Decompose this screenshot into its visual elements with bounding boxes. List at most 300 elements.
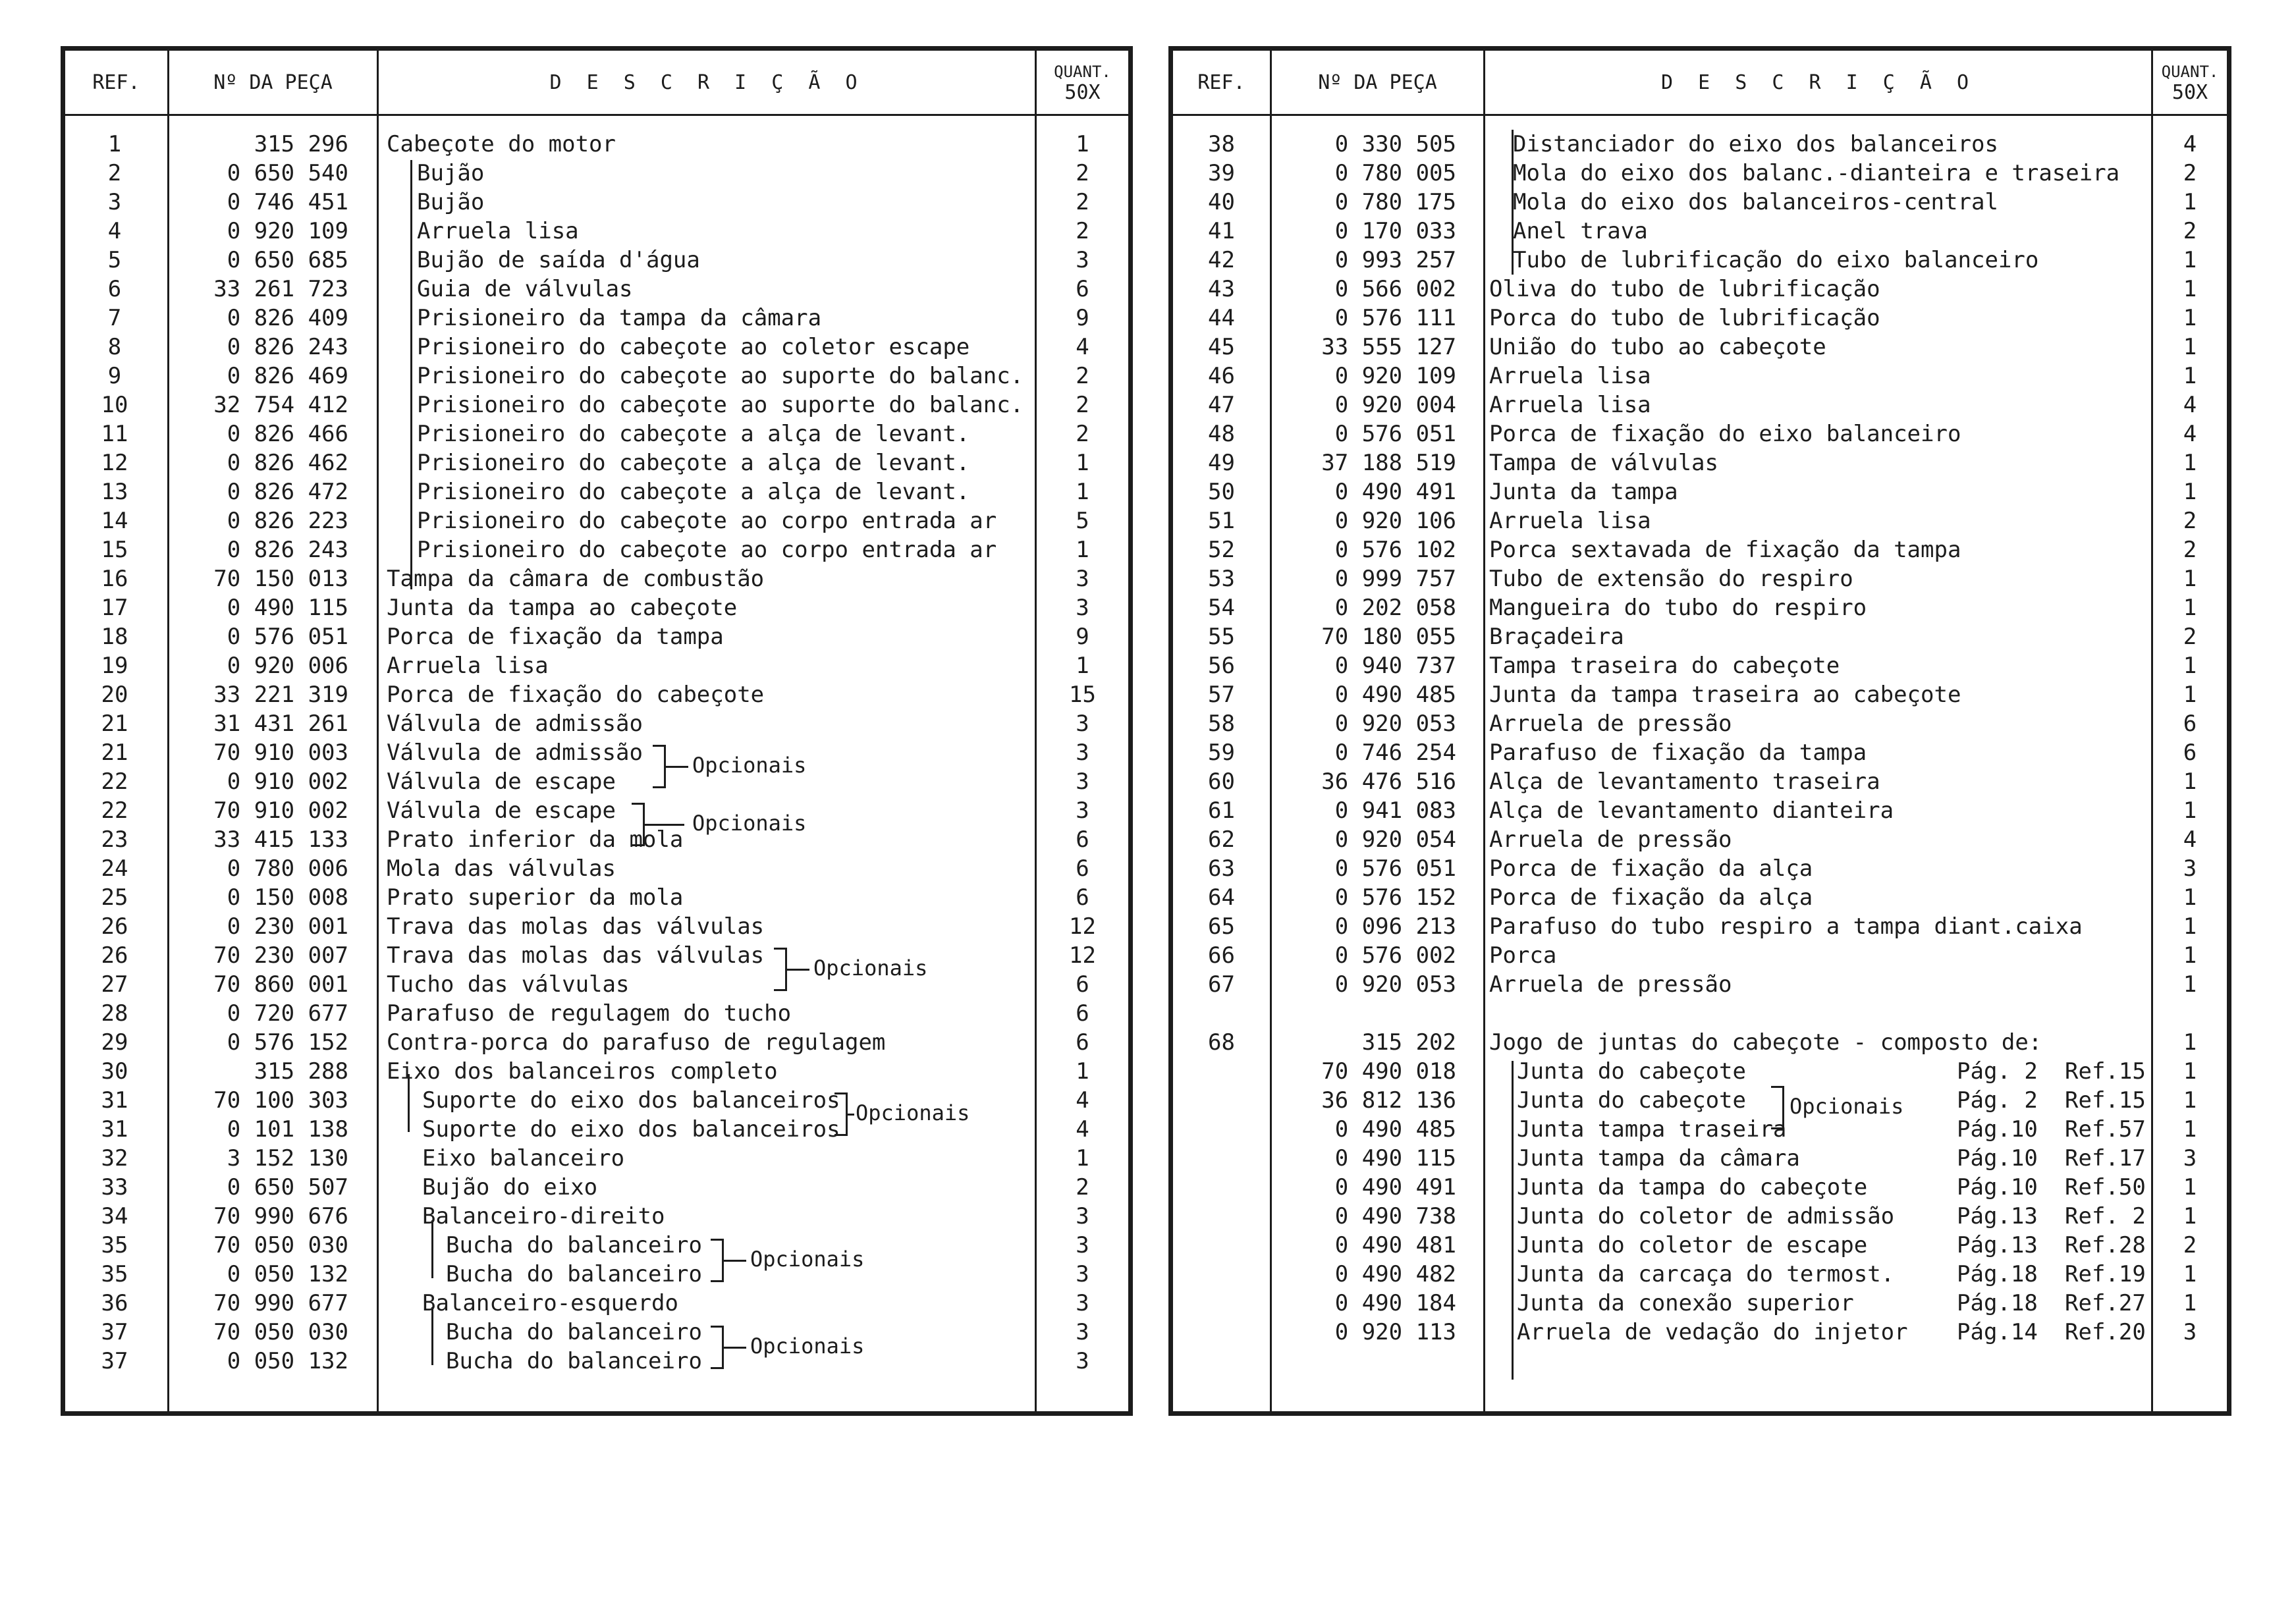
row-part-number: 31 431 261	[213, 711, 348, 737]
row-quantity: 1	[2183, 363, 2197, 389]
row-ref: 15	[101, 537, 128, 563]
row-part-number: 0 576 002	[1334, 942, 1456, 969]
row-quantity: 1	[2183, 913, 2197, 940]
row-quantity: 1	[2183, 1029, 2197, 1056]
row-description: Bucha do balanceiro	[446, 1232, 702, 1258]
row-quantity: 2	[1076, 421, 1089, 447]
row-ref: 45	[1208, 334, 1235, 360]
row-quantity: 2	[1076, 363, 1089, 389]
row-part-number: 70 860 001	[213, 971, 348, 998]
row-ref: 64	[1208, 884, 1235, 911]
optional-bracket	[711, 1239, 724, 1282]
row-ref: 42	[1208, 247, 1235, 273]
row-quantity: 3	[1076, 595, 1089, 621]
row-description: Tampa da câmara de combustão	[387, 566, 765, 592]
row-ref: 37	[101, 1348, 128, 1374]
table-row	[65, 217, 1128, 246]
row-part-number: 0 490 184	[1334, 1290, 1456, 1316]
row-quantity: 6	[1076, 826, 1089, 853]
table-row	[65, 825, 1128, 854]
row-quantity: 1	[2183, 682, 2197, 708]
kit-item-row	[1173, 1115, 2227, 1144]
row-description: Jogo de juntas do cabeçote - composto de:	[1489, 1029, 2042, 1056]
table-row	[1173, 912, 2227, 941]
row-part-number: 0 490 738	[1334, 1203, 1456, 1229]
row-ref: 38	[1208, 131, 1235, 157]
row-description: Cabeçote do motor	[387, 131, 616, 157]
table-row	[1173, 506, 2227, 535]
row-quantity: 1	[1076, 537, 1089, 563]
table-row	[1173, 970, 2227, 999]
table-row	[65, 709, 1128, 738]
table-row	[1173, 738, 2227, 767]
row-ref: 62	[1208, 826, 1235, 853]
row-quantity: 2	[2183, 537, 2197, 563]
row-part-number: 33 221 319	[213, 682, 348, 708]
table-row	[65, 477, 1128, 506]
row-part-number: 0 490 491	[1334, 1174, 1456, 1200]
row-quantity: 2	[2183, 160, 2197, 186]
row-ref: 18	[101, 624, 128, 650]
table-row	[1173, 246, 2227, 275]
row-quantity: 1	[2183, 1087, 2197, 1114]
row-quantity: 3	[1076, 1261, 1089, 1287]
optional-bracket	[711, 1326, 724, 1369]
row-description: Junta do coletor de admissão	[1517, 1203, 1895, 1229]
row-description: Bucha do balanceiro	[446, 1319, 702, 1345]
table-row	[65, 883, 1128, 912]
row-ref: 51	[1208, 508, 1235, 534]
row-ref: 41	[1208, 218, 1235, 244]
row-part-number: 70 910 002	[213, 797, 348, 824]
row-quantity: 4	[1076, 1116, 1089, 1143]
optional-label: Opcionais	[692, 811, 807, 836]
row-ref: 7	[107, 305, 122, 331]
row-ref-reference: Ref.20	[2065, 1319, 2146, 1345]
optional-bracket	[653, 745, 666, 788]
row-part-number: 0 920 054	[1334, 826, 1456, 853]
optional-bracket	[632, 803, 645, 846]
table-row	[65, 333, 1128, 362]
table-row	[1173, 391, 2227, 419]
row-ref: 5	[107, 247, 122, 273]
row-quantity: 3	[1076, 1232, 1089, 1258]
row-part-number: 70 230 007	[213, 942, 348, 969]
row-description: Contra-porca do parafuso de regulagem	[387, 1029, 886, 1056]
row-description: Trava das molas das válvulas	[387, 913, 765, 940]
row-quantity: 1	[2183, 247, 2197, 273]
row-quantity: 1	[2183, 479, 2197, 505]
row-ref: 54	[1208, 595, 1235, 621]
row-part-number: 70 180 055	[1321, 624, 1456, 650]
row-ref: 35	[101, 1232, 128, 1258]
group-bar	[431, 1220, 433, 1278]
row-ref-reference: Ref.57	[2065, 1116, 2146, 1143]
row-quantity: 3	[2183, 855, 2197, 882]
row-ref: 44	[1208, 305, 1235, 331]
row-description: Arruela lisa	[387, 653, 549, 679]
optional-label: Opcionais	[813, 956, 928, 981]
row-description: Alça de levantamento traseira	[1489, 769, 1880, 795]
row-ref: 3	[107, 189, 122, 215]
row-ref: 57	[1208, 682, 1235, 708]
row-ref: 11	[101, 421, 128, 447]
row-ref: 35	[101, 1261, 128, 1287]
row-part-number: 0 826 472	[227, 479, 348, 505]
optional-bracket-tick	[666, 766, 688, 768]
row-quantity: 6	[2183, 740, 2197, 766]
row-part-number: 0 650 540	[227, 160, 348, 186]
table-row	[65, 362, 1128, 391]
row-ref: 20	[101, 682, 128, 708]
table-row	[65, 1318, 1128, 1347]
row-ref-reference: Ref.15	[2065, 1058, 2146, 1085]
row-description: Junta do cabeçote	[1517, 1087, 1746, 1114]
header-part-number: Nº DA PEÇA	[213, 70, 333, 94]
row-quantity: 6	[1076, 1029, 1089, 1056]
optional-label: Opcionais	[750, 1247, 865, 1272]
row-quantity: 2	[2183, 1232, 2197, 1258]
row-part-number: 70 100 303	[213, 1087, 348, 1114]
row-description: Prisioneiro do cabeçote a alça de levant.	[417, 421, 970, 447]
header-divider	[65, 114, 1128, 116]
row-quantity: 4	[2183, 421, 2197, 447]
table-row	[65, 506, 1128, 535]
table-row	[1173, 188, 2227, 217]
header-quantity-multiplier: 50X	[2172, 81, 2208, 104]
row-ref: 66	[1208, 942, 1235, 969]
row-description: Porca sextavada de fixação da tampa	[1489, 537, 1961, 563]
row-part-number: 0 910 002	[227, 769, 348, 795]
group-bar	[408, 1074, 410, 1132]
table-row	[65, 1347, 1128, 1376]
table-row	[65, 448, 1128, 477]
row-description: Tampa traseira do cabeçote	[1489, 653, 1840, 679]
kit-item-row	[1173, 1202, 2227, 1231]
row-description: Prisioneiro da tampa da câmara	[417, 305, 822, 331]
row-page-reference: Pág.14	[1957, 1319, 2038, 1345]
row-description: Eixo dos balanceiros completo	[387, 1058, 778, 1085]
row-quantity: 1	[2183, 1290, 2197, 1316]
row-part-number: 0 170 033	[1334, 218, 1456, 244]
row-quantity: 1	[2183, 797, 2197, 824]
row-description: Braçadeira	[1489, 624, 1624, 650]
row-ref: 53	[1208, 566, 1235, 592]
row-quantity: 3	[1076, 247, 1089, 273]
row-description: Porca	[1489, 942, 1557, 969]
row-part-number: 0 576 051	[227, 624, 348, 650]
table-row	[65, 535, 1128, 564]
table-row	[1173, 854, 2227, 883]
row-quantity: 1	[2183, 1174, 2197, 1200]
row-description: Junta tampa da câmara	[1517, 1145, 1800, 1172]
table-row	[65, 246, 1128, 275]
header-quantity-label: QUANT.	[1054, 63, 1111, 81]
row-ref: 39	[1208, 160, 1235, 186]
row-quantity: 12	[1069, 942, 1096, 969]
kit-item-row	[1173, 1289, 2227, 1318]
row-ref: 22	[101, 769, 128, 795]
table-row	[1173, 883, 2227, 912]
row-quantity: 1	[2183, 305, 2197, 331]
kit-item-row	[1173, 1260, 2227, 1289]
row-quantity: 4	[2183, 826, 2197, 853]
row-part-number: 0 720 677	[227, 1000, 348, 1027]
row-ref: 48	[1208, 421, 1235, 447]
table-row	[1173, 651, 2227, 680]
row-description: Junta da conexão superior	[1517, 1290, 1854, 1316]
row-quantity: 1	[2183, 1058, 2197, 1085]
optional-bracket-tick	[787, 969, 809, 971]
row-part-number: 0 490 482	[1334, 1261, 1456, 1287]
row-quantity: 2	[2183, 218, 2197, 244]
row-part-number: 0 490 115	[1334, 1145, 1456, 1172]
row-part-number: 0 940 737	[1334, 653, 1456, 679]
row-part-number: 70 050 030	[213, 1232, 348, 1258]
row-ref: 26	[101, 942, 128, 969]
row-ref: 16	[101, 566, 128, 592]
table-row	[65, 767, 1128, 796]
row-page-reference: Pág.13	[1957, 1203, 2038, 1229]
row-ref: 19	[101, 653, 128, 679]
row-ref-reference: Ref.15	[2065, 1087, 2146, 1114]
row-description: Parafuso do tubo respiro a tampa diant.caixa	[1489, 913, 2083, 940]
row-page-reference: Pág.10	[1957, 1116, 2038, 1143]
row-quantity: 1	[2183, 450, 2197, 476]
row-quantity: 1	[2183, 769, 2197, 795]
row-part-number: 3 152 130	[227, 1145, 348, 1172]
table-row	[65, 1028, 1128, 1057]
row-part-number: 0 920 053	[1334, 711, 1456, 737]
table-row	[65, 1057, 1128, 1086]
row-quantity: 3	[1076, 1348, 1089, 1374]
row-part-number: 0 576 111	[1334, 305, 1456, 331]
row-description: Tucho das válvulas	[387, 971, 630, 998]
table-row	[1173, 448, 2227, 477]
table-row	[65, 564, 1128, 593]
header-divider	[1173, 114, 2227, 116]
row-page-reference: Pág.10	[1957, 1174, 2038, 1200]
row-part-number: 33 555 127	[1321, 334, 1456, 360]
row-description: Prisioneiro do cabeçote ao corpo entrada ar	[417, 508, 997, 534]
table-row	[1173, 796, 2227, 825]
row-ref: 46	[1208, 363, 1235, 389]
row-quantity: 1	[2183, 1261, 2197, 1287]
row-part-number: 70 910 003	[213, 740, 348, 766]
row-description: Suporte do eixo dos balanceiros	[422, 1116, 840, 1143]
row-part-number: 315 202	[1361, 1029, 1456, 1056]
optional-label: Opcionais	[856, 1100, 970, 1125]
row-description: Arruela lisa	[1489, 508, 1651, 534]
row-quantity: 1	[2183, 595, 2197, 621]
kit-item-row	[1173, 1318, 2227, 1347]
row-description: Junta da tampa	[1489, 479, 1678, 505]
row-quantity: 3	[1076, 797, 1089, 824]
table-row	[65, 1231, 1128, 1260]
row-ref: 13	[101, 479, 128, 505]
row-ref: 40	[1208, 189, 1235, 215]
optional-bracket	[774, 948, 787, 991]
row-part-number: 0 330 505	[1334, 131, 1456, 157]
row-ref: 60	[1208, 769, 1235, 795]
row-ref: 29	[101, 1029, 128, 1056]
row-quantity: 2	[2183, 508, 2197, 534]
row-quantity: 2	[1076, 392, 1089, 418]
row-quantity: 6	[1076, 884, 1089, 911]
row-description: Distanciador do eixo dos balanceiros	[1513, 131, 1998, 157]
row-quantity: 6	[1076, 971, 1089, 998]
kit-item-row	[1173, 1231, 2227, 1260]
row-description: Válvula de escape	[387, 797, 616, 824]
row-part-number: 0 230 001	[227, 913, 348, 940]
optional-bracket	[834, 1092, 848, 1136]
row-part-number: 70 990 676	[213, 1203, 348, 1229]
row-description: Trava das molas das válvulas	[387, 942, 765, 969]
row-quantity: 1	[1076, 1058, 1089, 1085]
row-ref: 65	[1208, 913, 1235, 940]
header-quantity-label: QUANT.	[2161, 63, 2219, 81]
table-row	[65, 912, 1128, 941]
row-description: Arruela de pressão	[1489, 971, 1732, 998]
row-ref: 34	[101, 1203, 128, 1229]
row-description: Porca de fixação da tampa	[387, 624, 724, 650]
row-ref: 27	[101, 971, 128, 998]
row-ref: 21	[101, 711, 128, 737]
row-description: Tubo de lubrificação do eixo balanceiro	[1513, 247, 2039, 273]
row-quantity: 6	[1076, 276, 1089, 302]
row-ref: 31	[101, 1087, 128, 1114]
row-ref: 6	[107, 276, 122, 302]
row-description: Junta da tampa do cabeçote	[1517, 1174, 1868, 1200]
row-ref: 2	[107, 160, 122, 186]
row-description: Prisioneiro do cabeçote ao suporte do balanc.	[417, 392, 1024, 418]
row-part-number: 0 150 008	[227, 884, 348, 911]
row-part-number: 0 920 006	[227, 653, 348, 679]
row-part-number: 33 415 133	[213, 826, 348, 853]
row-description: Bucha do balanceiro	[446, 1261, 702, 1287]
row-quantity: 3	[1076, 711, 1089, 737]
row-part-number: 0 576 051	[1334, 855, 1456, 882]
row-description: Junta do cabeçote	[1517, 1058, 1746, 1085]
row-ref: 67	[1208, 971, 1235, 998]
row-part-number: 0 780 175	[1334, 189, 1456, 215]
row-quantity: 1	[2183, 884, 2197, 911]
table-row	[65, 796, 1128, 825]
row-part-number: 0 202 058	[1334, 595, 1456, 621]
row-ref: 43	[1208, 276, 1235, 302]
group-bar	[410, 160, 412, 589]
table-row	[1173, 535, 2227, 564]
row-page-reference: Pág. 2	[1957, 1058, 2038, 1085]
row-quantity: 4	[1076, 334, 1089, 360]
row-quantity: 1	[2183, 276, 2197, 302]
row-ref: 50	[1208, 479, 1235, 505]
table-row	[1173, 709, 2227, 738]
spacer-row	[1173, 999, 2227, 1028]
row-description: Junta da tampa traseira ao cabeçote	[1489, 682, 1961, 708]
row-description: Bucha do balanceiro	[446, 1348, 702, 1374]
row-ref-reference: Ref.27	[2065, 1290, 2146, 1316]
row-ref: 14	[101, 508, 128, 534]
row-ref: 12	[101, 450, 128, 476]
row-ref: 23	[101, 826, 128, 853]
row-page-reference: Pág.10	[1957, 1145, 2038, 1172]
row-quantity: 6	[1076, 855, 1089, 882]
row-description: Porca de fixação da alça	[1489, 855, 1813, 882]
row-part-number: 0 826 469	[227, 363, 348, 389]
row-part-number: 0 826 223	[227, 508, 348, 534]
kit-item-row	[1173, 1086, 2227, 1115]
row-part-number: 0 920 109	[227, 218, 348, 244]
row-part-number: 0 920 113	[1334, 1319, 1456, 1345]
table-row	[65, 622, 1128, 651]
table-row	[1173, 825, 2227, 854]
row-description: Bujão do eixo	[422, 1174, 598, 1200]
table-row	[65, 304, 1128, 333]
header-ref: REF.	[1197, 70, 1245, 94]
row-ref: 21	[101, 740, 128, 766]
row-description: Arruela de pressão	[1489, 826, 1732, 853]
row-part-number: 315 288	[254, 1058, 348, 1085]
table-row	[1173, 217, 2227, 246]
row-description: Junta tampa traseira	[1517, 1116, 1787, 1143]
row-description: Bujão	[417, 160, 485, 186]
row-quantity: 1	[2183, 971, 2197, 998]
table-row	[65, 680, 1128, 709]
optional-label: Opcionais	[692, 753, 807, 778]
table-row	[1173, 159, 2227, 188]
row-ref: 33	[101, 1174, 128, 1200]
row-quantity: 4	[1076, 1087, 1089, 1114]
header-ref: REF.	[92, 70, 140, 94]
row-ref: 8	[107, 334, 122, 360]
row-quantity: 3	[1076, 1319, 1089, 1345]
row-part-number: 70 490 018	[1321, 1058, 1456, 1085]
optional-bracket-tick	[724, 1347, 746, 1349]
row-part-number: 0 050 132	[227, 1348, 348, 1374]
header-description: D E S C R I Ç Ã O	[1660, 70, 1976, 94]
row-description: Junta do coletor de escape	[1517, 1232, 1868, 1258]
optional-bracket-tick	[724, 1260, 746, 1262]
row-description: Junta da carcaça do termost.	[1517, 1261, 1895, 1287]
row-quantity: 1	[2183, 942, 2197, 969]
row-description: Arruela lisa	[1489, 363, 1651, 389]
row-page-reference: Pág.18	[1957, 1290, 2038, 1316]
row-quantity: 1	[2183, 189, 2197, 215]
row-part-number: 0 576 152	[227, 1029, 348, 1056]
row-description: Mangueira do tubo do respiro	[1489, 595, 1867, 621]
optional-bracket-tick	[848, 1114, 854, 1116]
row-part-number: 0 490 115	[227, 595, 348, 621]
table-row	[1173, 767, 2227, 796]
row-quantity: 9	[1076, 624, 1089, 650]
table-row	[1173, 304, 2227, 333]
row-description: Eixo balanceiro	[422, 1145, 625, 1172]
row-quantity: 1	[2183, 1116, 2197, 1143]
row-part-number: 0 101 138	[227, 1116, 348, 1143]
kit-item-row	[1173, 1057, 2227, 1086]
row-part-number: 70 150 013	[213, 566, 348, 592]
table-row	[65, 854, 1128, 883]
row-ref-reference: Ref.17	[2065, 1145, 2146, 1172]
table-row	[65, 188, 1128, 217]
row-quantity: 1	[2183, 334, 2197, 360]
row-part-number: 315 296	[254, 131, 348, 157]
table-row	[65, 1173, 1128, 1202]
row-part-number: 0 826 462	[227, 450, 348, 476]
table-row	[1173, 333, 2227, 362]
row-description: Porca do tubo de lubrificação	[1489, 305, 1880, 331]
